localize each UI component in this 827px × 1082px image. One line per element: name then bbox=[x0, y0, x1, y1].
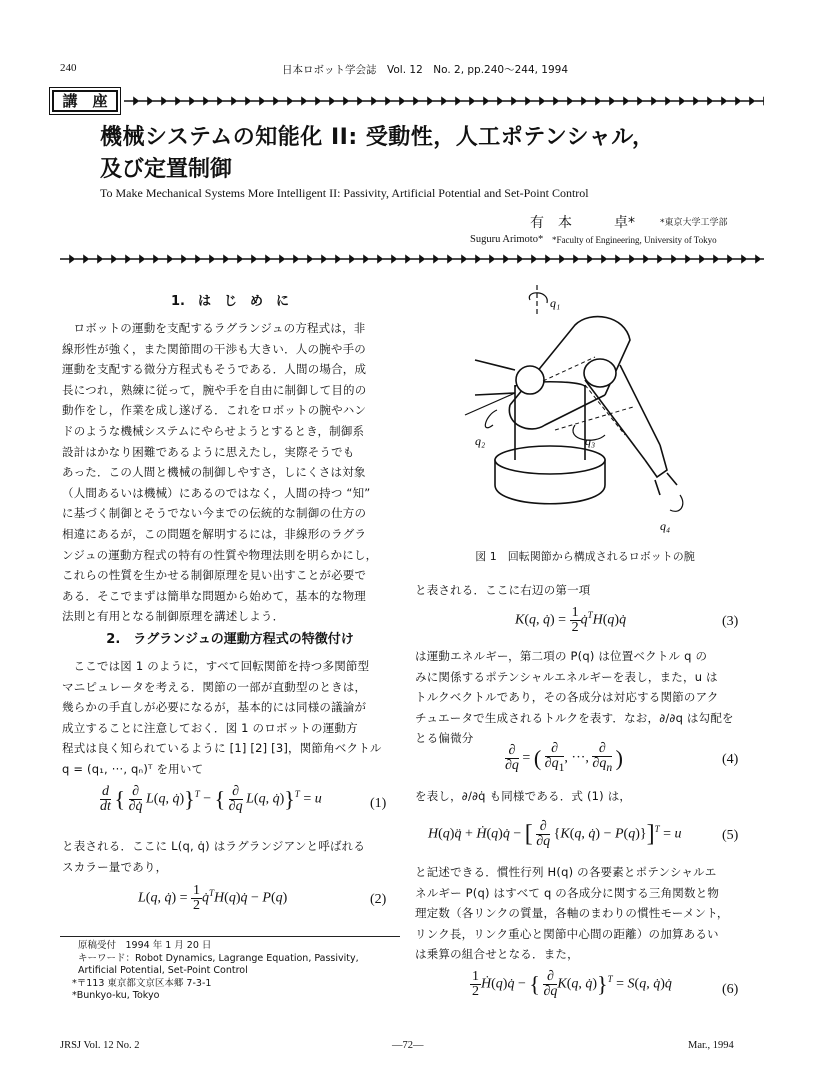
footnote-line: *〒113 東京都文京区本郷 7-3-1 bbox=[72, 977, 212, 989]
text-line: あった．この人間と機械の制御しやすさ，しにくさは対象 bbox=[62, 465, 366, 480]
section1-heading: 1. は じ め に bbox=[171, 294, 289, 309]
equation-6: $\frac{1}{2}$ Ḣ(q)q̇ − { $\frac{\partial}{\partial q}$ K(q, q̇)}$^T$ = S(q, q̇)q̇ bbox=[472, 969, 672, 999]
text-line: 程式は良く知られているように [1] [2] [3]，関節角ベクトル bbox=[62, 741, 382, 756]
text-line: ここでは図 1 のように，すべて回転関節を持つ多関節型 bbox=[73, 659, 370, 673]
text-line: 理定数（各リンクの質量，各軸のまわりの慣性モーメント， bbox=[415, 906, 729, 921]
footnote-line: *Bunkyo-ku, Tokyo bbox=[72, 990, 160, 1001]
right-after-eq4: を表し，∂/∂q̇ も同様である．式 (1) は， bbox=[415, 789, 632, 803]
bottom-arrow-rule bbox=[60, 254, 764, 264]
text-line: ドのような機械システムにやらせようとするとき，制御系 bbox=[62, 423, 365, 438]
text-line: 線形性が強く，また関節間の干渉も大きい．人の腕や手の bbox=[62, 341, 366, 356]
author-name-ja: 有 本 卓* bbox=[530, 215, 635, 231]
robot-arm-figure bbox=[455, 285, 715, 545]
footer-left: JRSJ Vol. 12 No. 2 bbox=[60, 1040, 140, 1051]
text-line: 法則と有用となる制御原理を講述しよう． bbox=[62, 609, 285, 624]
top-arrow-rule bbox=[124, 96, 764, 106]
text-line: 成立することに注意しておく．図 1 のロボットの運動方 bbox=[62, 720, 358, 735]
right-after-eq5 bbox=[415, 862, 765, 965]
after-eq1-text bbox=[62, 836, 407, 877]
footnote-line: 原稿受付 1994 年 1 月 20 日 bbox=[78, 940, 212, 951]
section1-body bbox=[62, 318, 407, 627]
figure-label-q1: q₁ bbox=[550, 296, 561, 310]
equation-3-number: (3) bbox=[722, 614, 739, 629]
footer-right: Mar., 1994 bbox=[688, 1040, 734, 1051]
equation-4: $\frac{\partial}{\partial q}$ = ( $\frac{\partial}{\partial q_1}$ , ···, $\frac{\partial}{\partial q_n}$ ) bbox=[505, 741, 623, 774]
text-line: 動作をし，作業を成し遂げる．これをロボットの腕やハン bbox=[62, 403, 367, 418]
text-line: 幾らかの手直しが必要になるが，基本的には同様の議論が bbox=[62, 700, 367, 715]
figure-caption: 図 1 回転関節から構成されるロボットの腕 bbox=[475, 550, 695, 563]
equation-6-number: (6) bbox=[722, 982, 739, 997]
author-name-en: Suguru Arimoto* bbox=[470, 234, 544, 245]
text-line: マニピュレータを考える．関節の一部が直動型のときは， bbox=[62, 679, 367, 694]
english-title: To Make Mechanical Systems More Intelligent II: Passivity, Artificial Potential and Set-Point Control bbox=[100, 186, 589, 200]
author-affiliation-ja: *東京大学工学部 bbox=[660, 218, 728, 228]
title-line1: 機械システムの知能化 II: 受動性，人工ポテンシャル， bbox=[100, 125, 655, 150]
figure-label-q3: q₃ bbox=[585, 434, 596, 448]
page-number: 240 bbox=[60, 62, 77, 74]
footnote-line: Artificial Potential, Set-Point Control bbox=[78, 965, 248, 976]
text-line: リンク長，リンク重心と関節中心間の距離）の加算あるい bbox=[415, 926, 719, 941]
footer-center: —72— bbox=[392, 1040, 424, 1051]
figure-label-q2: q₂ bbox=[475, 434, 486, 448]
equation-3: K(q, q̇) = $\frac{1}{2}$ q̇$^T$H(q)q̇ bbox=[515, 605, 627, 635]
right-after-eq3 bbox=[415, 646, 765, 749]
equation-1-number: (1) bbox=[370, 796, 387, 811]
equation-2-number: (2) bbox=[370, 892, 387, 907]
right-after-fig: と表される．ここに右辺の第一項 bbox=[415, 583, 591, 597]
text-line: と記述できる．慣性行列 H(q) の各要素とポテンシャルエ bbox=[415, 865, 717, 879]
text-line: 運動を支配する微分方程式もそうである．人間の場合，成 bbox=[62, 362, 367, 377]
category-box bbox=[52, 90, 118, 112]
text-line: に基づく制御とそうでない今までの伝統的な制御の仕方の bbox=[62, 506, 367, 521]
text-line: トルクベクトルであり，その各成分は対応する関節のアク bbox=[415, 690, 719, 705]
section2-heading: 2. ラグランジュの運動方程式の特徴付け bbox=[106, 632, 354, 647]
equation-5-number: (5) bbox=[722, 828, 739, 843]
text-line: ある．そこでまずは簡単な問題から始めて，基本的な物理 bbox=[62, 588, 366, 603]
text-line: 長につれ，熟練に従って，腕や手を自由に制御して目的の bbox=[62, 382, 367, 397]
equation-2: L(q, q̇) = $\frac{1}{2}$ q̇$^T$H(q)q̇ − P(q) bbox=[138, 883, 288, 913]
text-line: q = (q₁, ···, qₙ)ᵀ を用いて bbox=[62, 761, 204, 776]
text-line: （人間あるいは機械）にあるのではなく，人間の持つ “知” bbox=[62, 485, 371, 500]
text-line: と表される．ここに L(q, q̇) はラグランジアンと呼ばれる bbox=[62, 839, 366, 853]
equation-1: $\frac{d}{dt}$ { $\frac{\partial}{\partial q̇}$ L(q, q̇)}$^T$ − { $\frac{\partial}{\partial q}$ L(q, q̇)}$^T$ = u bbox=[100, 784, 322, 814]
equation-5: H(q)q̈ + Ḣ(q)q̇ − [ $\frac{\partial}{\partial q}$ {K(q, q̇) − P(q)}]$^T$ = u bbox=[428, 819, 682, 849]
text-line: ンジュの運動方程式の特有の性質や物理法則を明らかにし， bbox=[62, 547, 378, 562]
text-line: は乗算の組合せとなる．また， bbox=[415, 947, 579, 962]
journal-header: 日本ロボット学会誌 Vol. 12 No. 2, pp.240〜244, 1994 bbox=[282, 64, 569, 76]
text-line: 相違にあるが，この問題を解明するには，非線形のラグラ bbox=[62, 526, 367, 541]
category-label: 講 座 bbox=[62, 92, 108, 110]
text-line: 設計はかなり困難であるように思えたし，実際そうでも bbox=[62, 444, 355, 459]
text-line: とる偏微分 bbox=[415, 731, 474, 746]
text-line: スカラー量であり， bbox=[62, 859, 168, 874]
figure-label-q4: q₄ bbox=[660, 519, 671, 533]
author-affiliation-en: *Faculty of Engineering, University of Tokyo bbox=[552, 235, 717, 245]
text-line: ネルギー P(q) はすべて q の各成分に関する三角関数と物 bbox=[415, 885, 720, 900]
title-line2: 及び定置制御 bbox=[100, 157, 233, 182]
text-line: これらの性質を生かせる制御原理を見い出すことが必要で bbox=[62, 568, 367, 583]
section2-body bbox=[62, 656, 407, 780]
footnote-line: キーワード：Robot Dynamics, Lagrange Equation, Passivity, bbox=[78, 952, 359, 964]
text-line: は運動エネルギー，第二項の P(q) は位置ベクトル q の bbox=[415, 649, 708, 663]
text-line: ロボットの運動を支配するラグランジュの方程式は，非 bbox=[73, 321, 366, 335]
text-line: チュエータで生成されるトルクを表す．なお，∂/∂q は勾配を bbox=[415, 710, 734, 725]
footnote bbox=[72, 940, 408, 1003]
text-line: みに関係するポテンシャルエネルギーを表し，また，u は bbox=[415, 669, 718, 684]
equation-4-number: (4) bbox=[722, 752, 739, 767]
footnote-rule bbox=[60, 936, 400, 937]
